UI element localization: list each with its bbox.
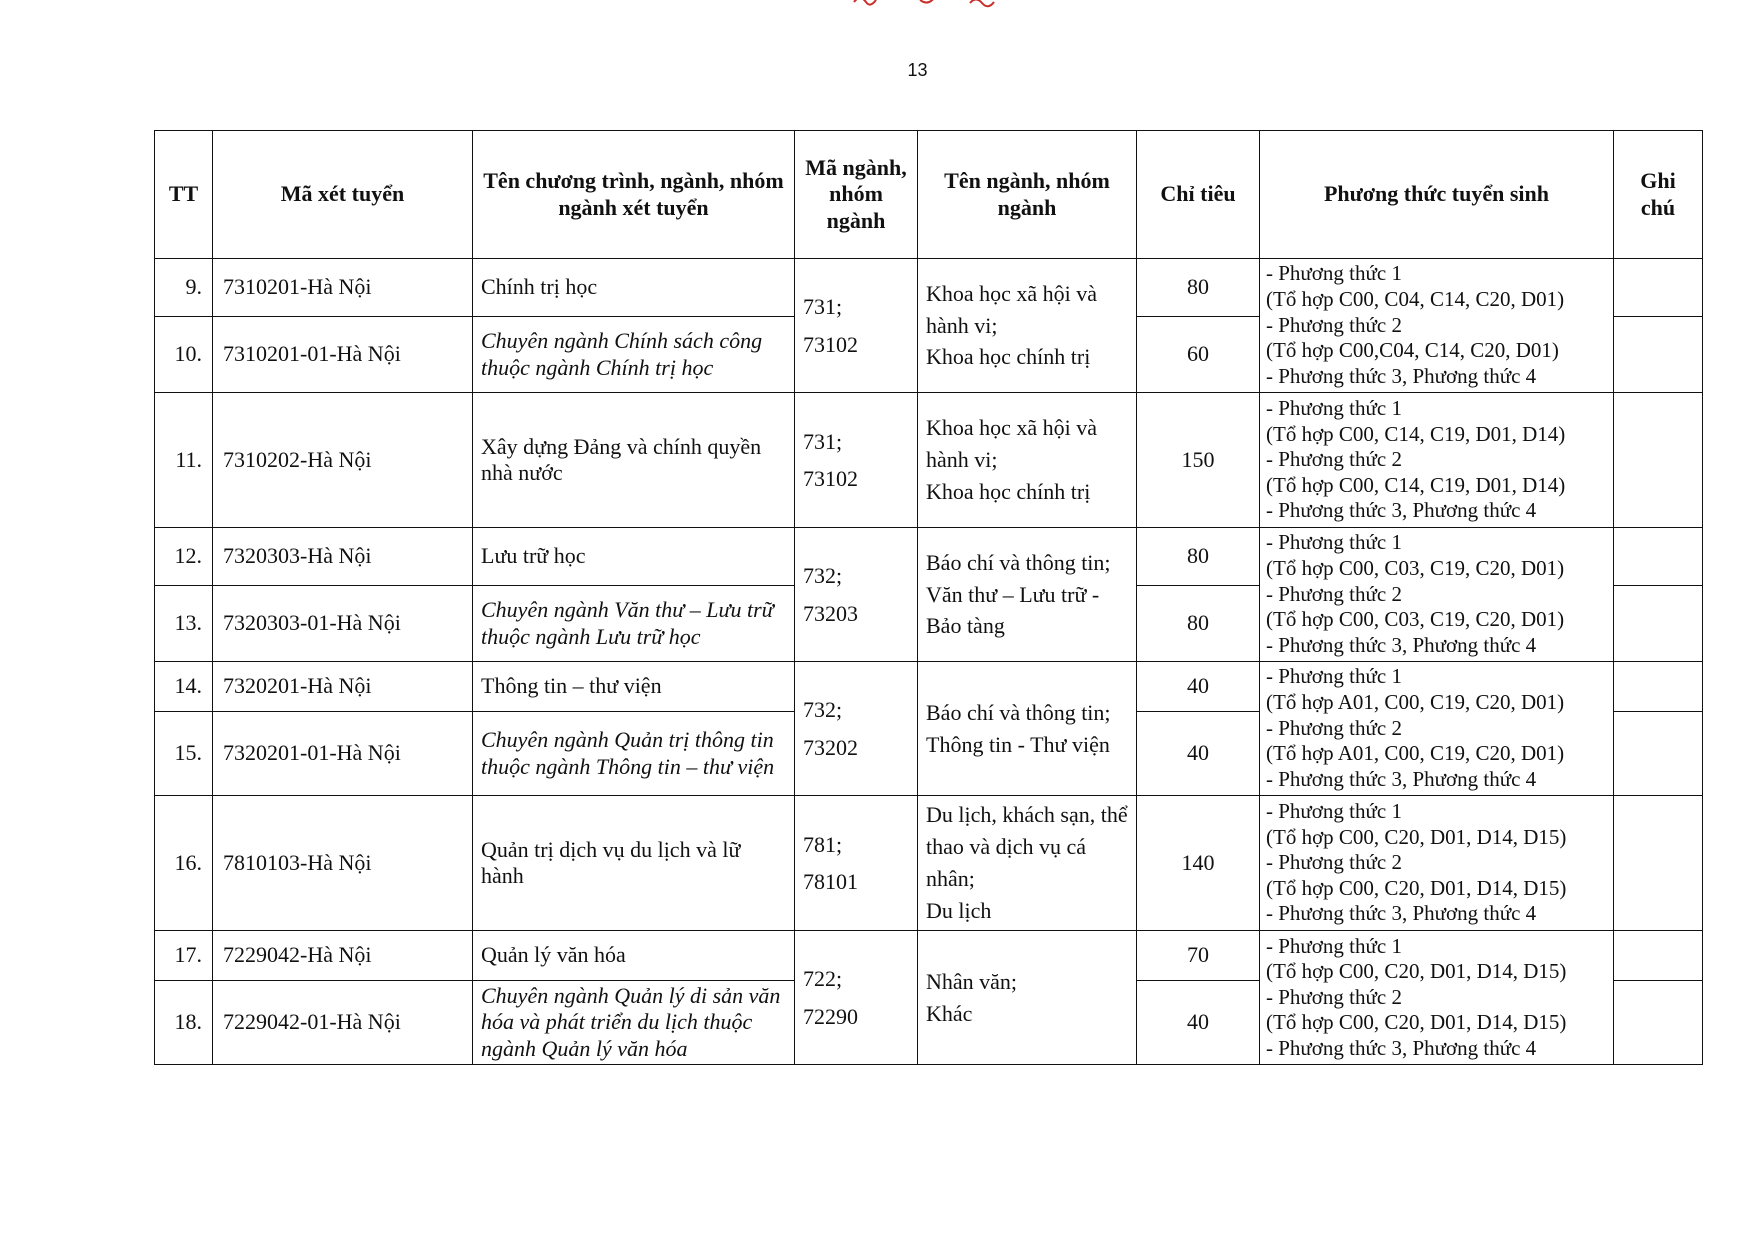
major-name: Báo chí và thông tin; Văn thư – Lưu trữ - Bảo tàng [918,528,1137,662]
row-number: 12. [155,528,213,586]
note-cell [1614,528,1703,586]
header-note: Ghi chú [1614,131,1703,259]
note-cell [1614,981,1703,1065]
admission-code: 7310202-Hà Nội [213,393,473,528]
major-name: Khoa học xã hội và hành vi; Khoa học chính trị [918,259,1137,393]
major-name: Khoa học xã hội và hành vi; Khoa học chính trị [918,393,1137,528]
major-name: Du lịch, khách sạn, thể thao và dịch vụ cá nhân; Du lịch [918,796,1137,931]
header-major-code: Mã ngành, nhóm ngành [795,131,918,259]
admission-method: - Phương thức 1 (Tổ hợp C00, C03, C19, C20, D01) - Phương thức 2 (Tổ hợp C00, C03, C19, C20, D01) - Phương thức 3, Phương thức 4 [1260,528,1614,662]
note-cell [1614,796,1703,931]
row-number: 9. [155,259,213,317]
note-cell [1614,662,1703,712]
major-code: 732; 73202 [795,662,918,796]
major-code: 732; 73203 [795,528,918,662]
row-number: 17. [155,931,213,981]
note-cell [1614,712,1703,796]
major-code: 722; 72290 [795,931,918,1065]
row-number: 18. [155,981,213,1065]
program-name: Chuyên ngành Văn thư – Lưu trữ thuộc ngành Lưu trữ học [473,586,795,662]
admission-method: - Phương thức 1 (Tổ hợp C00, C04, C14, C20, D01) - Phương thức 2 (Tổ hợp C00,C04, C14, C20, D01) - Phương thức 3, Phương thức 4 [1260,259,1614,393]
row-number: 11. [155,393,213,528]
major-code: 781; 78101 [795,796,918,931]
program-name: Chuyên ngành Chính sách công thuộc ngành Chính trị học [473,317,795,393]
quota: 40 [1137,981,1260,1065]
table-row [155,796,1703,931]
program-name: Thông tin – thư viện [473,662,795,712]
admission-method: - Phương thức 1 (Tổ hợp A01, C00, C19, C20, D01) - Phương thức 2 (Tổ hợp A01, C00, C19, C20, D01) - Phương thức 3, Phương thức 4 [1260,662,1614,796]
quota: 40 [1137,662,1260,712]
admission-code: 7810103-Hà Nội [213,796,473,931]
row-number: 15. [155,712,213,796]
table-row [155,528,1703,586]
admission-code: 7229042-01-Hà Nội [213,981,473,1065]
program-name: Xây dựng Đảng và chính quyền nhà nước [473,393,795,528]
program-name: Quản trị dịch vụ du lịch và lữ hành [473,796,795,931]
header-tt: TT [155,131,213,259]
admission-method: - Phương thức 1 (Tổ hợp C00, C14, C19, D01, D14) - Phương thức 2 (Tổ hợp C00, C14, C19, D01, D14) - Phương thức 3, Phương thức 4 [1260,393,1614,528]
quota: 60 [1137,317,1260,393]
admission-method: - Phương thức 1 (Tổ hợp C00, C20, D01, D14, D15) - Phương thức 2 (Tổ hợp C00, C20, D01, D14, D15) - Phương thức 3, Phương thức 4 [1260,796,1614,931]
red-stamp-mark [850,0,1060,8]
quota: 140 [1137,796,1260,931]
admission-code: 7320201-01-Hà Nội [213,712,473,796]
table-row [155,393,1703,528]
admission-code: 7320201-Hà Nội [213,662,473,712]
header-admission-code: Mã xét tuyển [213,131,473,259]
quota: 80 [1137,528,1260,586]
note-cell [1614,586,1703,662]
program-name: Lưu trữ học [473,528,795,586]
note-cell [1614,259,1703,317]
program-name: Chuyên ngành Quản trị thông tin thuộc ngành Thông tin – thư viện [473,712,795,796]
quota: 80 [1137,586,1260,662]
header-quota: Chỉ tiêu [1137,131,1260,259]
page-number: 13 [907,60,928,80]
note-cell [1614,393,1703,528]
admission-code: 7310201-Hà Nội [213,259,473,317]
header-method: Phương thức tuyển sinh [1260,131,1614,259]
quota: 150 [1137,393,1260,528]
quota: 80 [1137,259,1260,317]
program-name: Chuyên ngành Quản lý di sản văn hóa và phát triển du lịch thuộc ngành Quản lý văn hóa [473,981,795,1065]
admission-code: 7229042-Hà Nội [213,931,473,981]
program-name: Quản lý văn hóa [473,931,795,981]
program-name: Chính trị học [473,259,795,317]
row-number: 13. [155,586,213,662]
quota: 70 [1137,931,1260,981]
table-row [155,931,1703,981]
admission-code: 7310201-01-Hà Nội [213,317,473,393]
major-code: 731; 73102 [795,393,918,528]
admission-code: 7320303-01-Hà Nội [213,586,473,662]
header-program-name: Tên chương trình, ngành, nhóm ngành xét tuyển [473,131,795,259]
header-row [155,131,1703,259]
header-major-name: Tên ngành, nhóm ngành [918,131,1137,259]
admission-method: - Phương thức 1 (Tổ hợp C00, C20, D01, D14, D15) - Phương thức 2 (Tổ hợp C00, C20, D01, D14, D15) - Phương thức 3, Phương thức 4 [1260,931,1614,1065]
note-cell [1614,931,1703,981]
major-code: 731; 73102 [795,259,918,393]
major-name: Báo chí và thông tin; Thông tin - Thư viện [918,662,1137,796]
table-row [155,259,1703,317]
row-number: 10. [155,317,213,393]
admission-code: 7320303-Hà Nội [213,528,473,586]
admissions-table [154,130,1703,1065]
major-name: Nhân văn; Khác [918,931,1137,1065]
row-number: 16. [155,796,213,931]
note-cell [1614,317,1703,393]
row-number: 14. [155,662,213,712]
table-row [155,662,1703,712]
quota: 40 [1137,712,1260,796]
